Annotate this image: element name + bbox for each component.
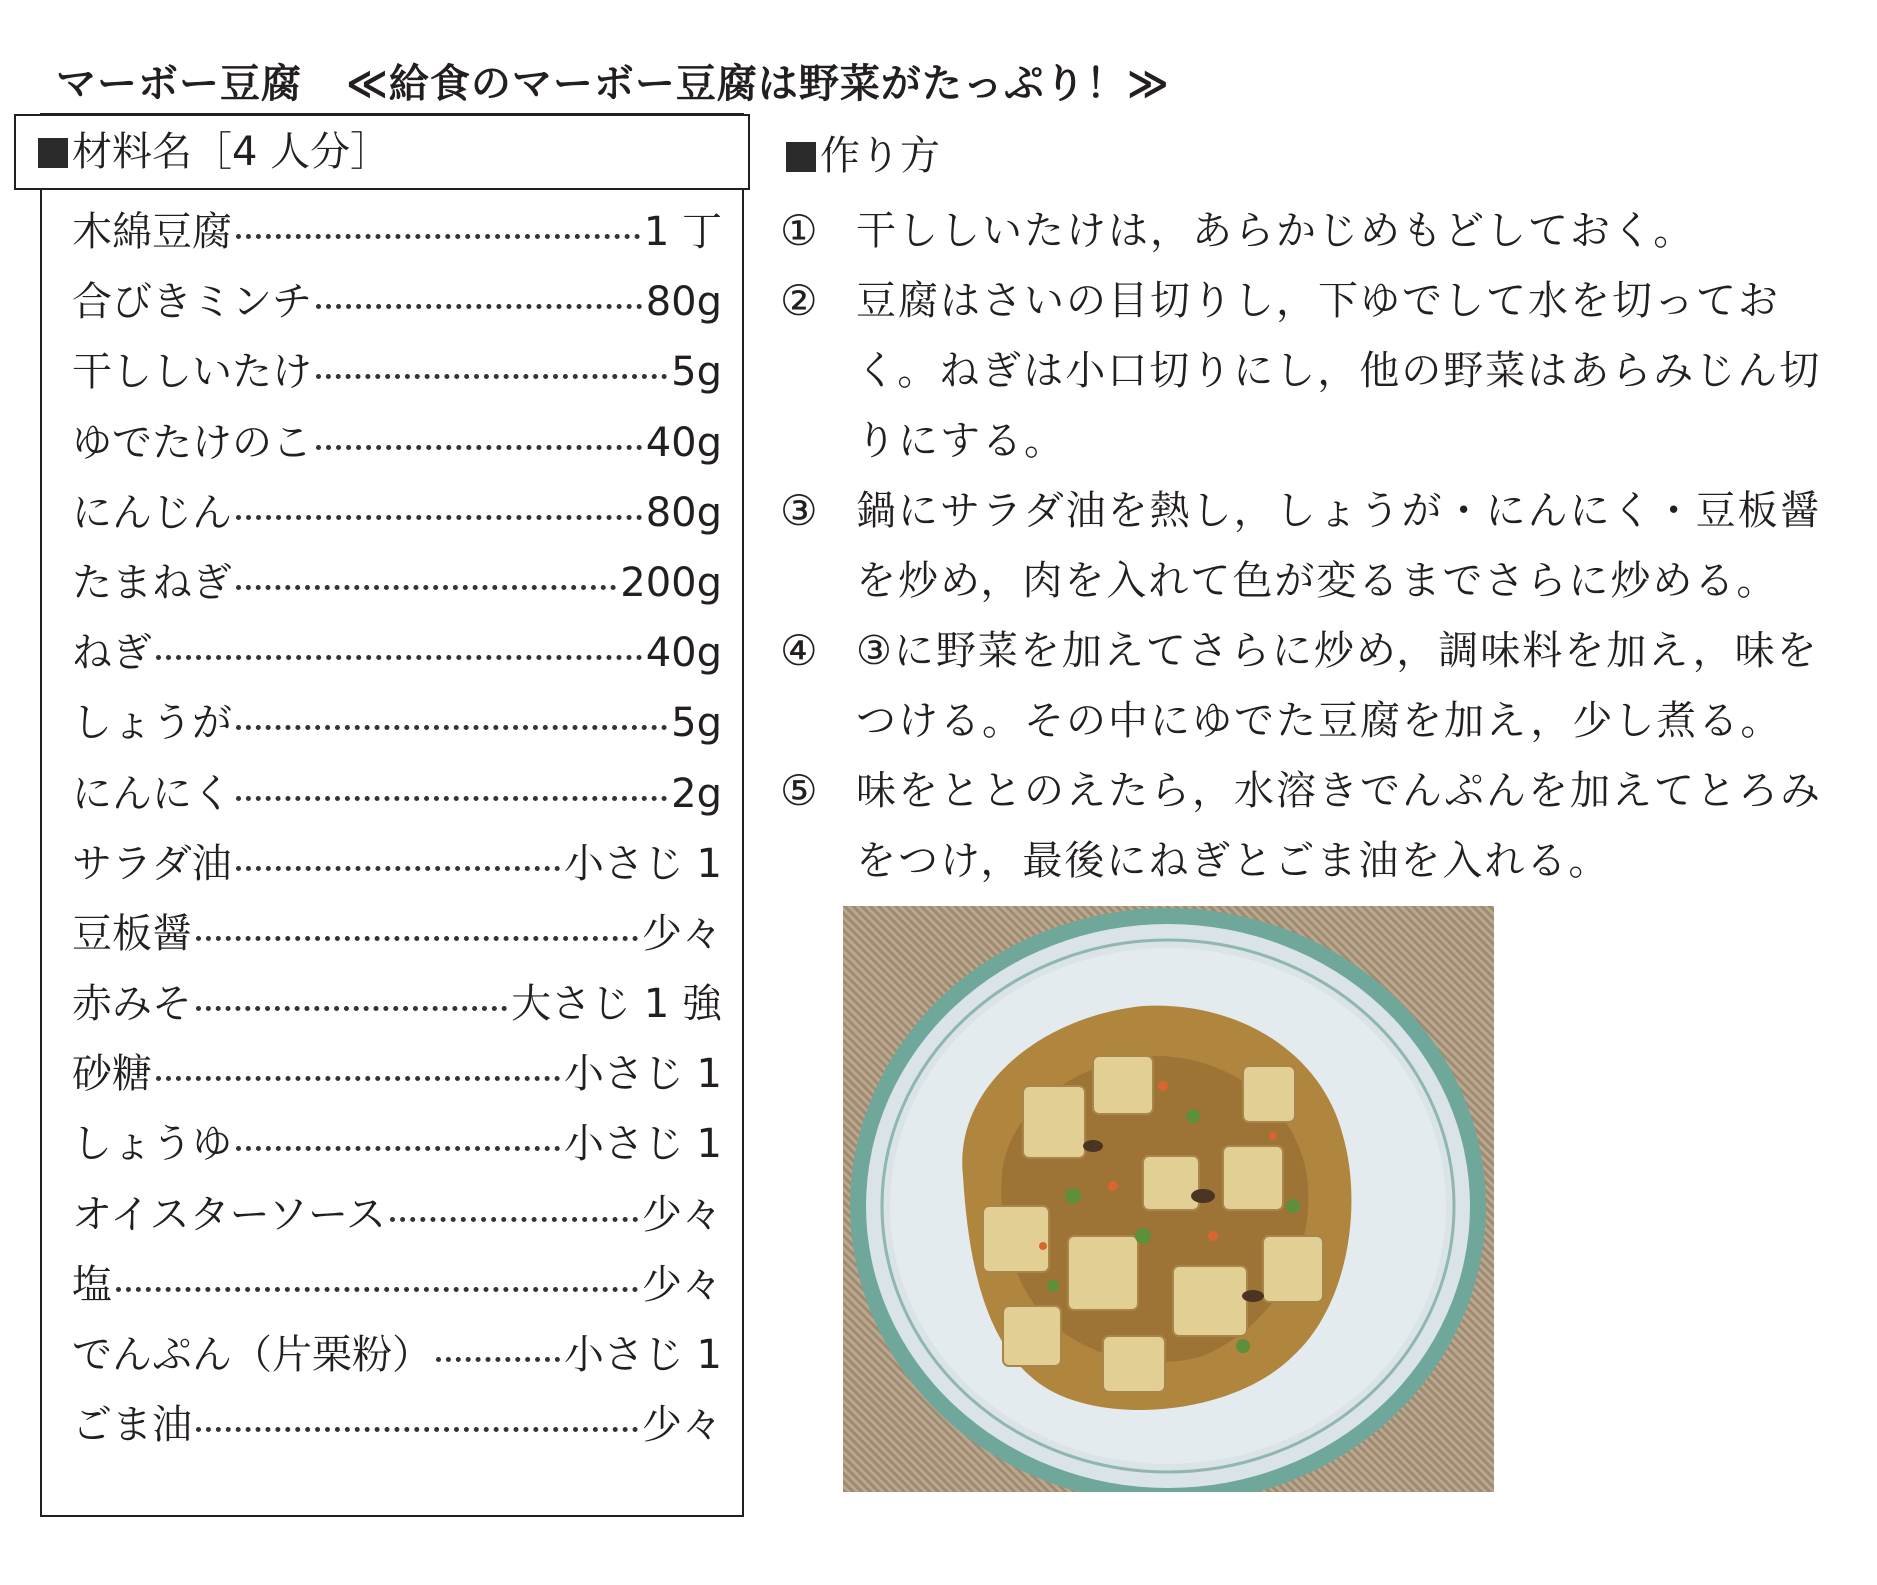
leader-dots: [236, 725, 667, 730]
method-step: [780, 616, 1840, 756]
ingredient-row: [72, 1393, 722, 1463]
ingredient-row: [72, 1042, 722, 1112]
leader-dots: [116, 1287, 638, 1292]
leader-dots: [236, 234, 640, 239]
ingredient-name: にんにく: [72, 770, 232, 817]
ingredient-amount: 少々: [642, 910, 722, 957]
ingredient-amount: 40g: [645, 419, 722, 466]
ingredient-amount: 少々: [642, 1261, 722, 1308]
ingredient-row: [72, 1112, 722, 1182]
ingredient-row: [72, 1253, 722, 1323]
method-step: [780, 476, 1840, 616]
ingredient-name: 塩: [72, 1261, 112, 1308]
ingredient-row: [72, 1183, 722, 1253]
method-step: [780, 756, 1840, 896]
leader-dots: [316, 304, 642, 309]
ingredient-amount: 5g: [671, 700, 722, 747]
ingredient-name: 干ししいたけ: [72, 349, 312, 396]
step-text: 味をととのえたら，水溶きでんぷんを加えてとろみをつけ，最後にねぎとごま油を入れる。: [856, 768, 1822, 884]
step-number: ④: [780, 626, 820, 675]
ingredient-row: [72, 551, 722, 621]
square-bullet-icon: [786, 142, 816, 172]
ingredient-amount: 40g: [645, 630, 722, 677]
ingredient-name: 木綿豆腐: [72, 209, 232, 255]
ingredient-row: [72, 411, 722, 481]
ingredient-name: オイスターソース: [72, 1191, 386, 1238]
ingredient-name: にんじん: [72, 489, 232, 536]
ingredient-name: でんぷん（片栗粉）: [72, 1332, 432, 1378]
leader-dots: [196, 936, 638, 941]
leader-dots: [316, 445, 642, 450]
ingredient-name: ねぎ: [72, 630, 152, 677]
ingredient-row: [72, 832, 722, 902]
ingredient-name: ゆでたけのこ: [72, 419, 312, 466]
ingredient-amount: 小さじ 1: [563, 1121, 722, 1168]
ingredient-amount: 200g: [620, 559, 722, 606]
ingredient-amount: 少々: [642, 1402, 722, 1449]
recipe-title: [56, 52, 1170, 109]
ingredient-amount: 2g: [671, 770, 722, 817]
ingredient-name: 砂糖: [72, 1051, 152, 1098]
leader-dots: [236, 866, 560, 871]
leader-dots: [236, 515, 642, 520]
ingredient-row: [72, 1323, 722, 1393]
leader-dots: [196, 1006, 507, 1011]
ingredient-row: [72, 340, 722, 410]
method-step: [780, 266, 1840, 476]
ingredient-amount: 小さじ 1: [563, 1332, 722, 1378]
step-number: ⑤: [780, 766, 820, 815]
square-bullet-icon: [38, 138, 68, 168]
ingredient-amount: 小さじ 1: [563, 1051, 722, 1098]
step-text: 豆腐はさいの目切りし，下ゆでして水を切っておく。ねぎは小口切りにし，他の野菜はあらみじん切りにする。: [856, 278, 1822, 464]
leader-dots: [156, 655, 642, 660]
step-number: ②: [780, 276, 820, 325]
ingredient-name: 合びきミンチ: [72, 279, 312, 326]
ingredient-row: [72, 902, 722, 972]
method-header-label: 作り方: [820, 133, 940, 179]
ingredient-name: しょうゆ: [72, 1121, 232, 1168]
ingredient-amount: 80g: [645, 489, 722, 536]
method-step: [780, 196, 1840, 266]
ingredient-row: [72, 972, 722, 1042]
plate-illustration: [843, 906, 1494, 1492]
ingredient-name: サラダ油: [72, 840, 232, 887]
ingredient-list: [72, 200, 722, 1463]
ingredient-amount: 少々: [642, 1191, 722, 1238]
ingredient-row: [72, 270, 722, 340]
ingredient-name: 赤みそ: [72, 981, 192, 1028]
mapo-tofu-photo: [843, 906, 1494, 1492]
ingredient-row: [72, 691, 722, 761]
ingredient-name: 豆板醤: [72, 910, 192, 957]
leader-dots: [236, 1146, 560, 1151]
leader-dots: [436, 1357, 560, 1362]
leader-dots: [316, 374, 667, 379]
ingredients-header-label: 材料名［4 人分］: [72, 129, 391, 175]
ingredient-row: [72, 200, 722, 270]
method-header: [786, 124, 940, 181]
step-number: ③: [780, 486, 820, 535]
leader-dots: [390, 1217, 638, 1222]
ingredients-header: [14, 114, 750, 190]
leader-dots: [196, 1427, 638, 1432]
leader-dots: [236, 796, 667, 801]
leader-dots: [236, 585, 616, 590]
ingredient-amount: 80g: [645, 279, 722, 326]
ingredient-name: たまねぎ: [72, 559, 232, 606]
ingredient-amount: 小さじ 1: [563, 840, 722, 887]
ingredient-row: [72, 762, 722, 832]
ingredient-amount: 1 丁: [643, 209, 722, 255]
ingredient-name: しょうが: [72, 700, 232, 747]
ingredient-row: [72, 481, 722, 551]
step-number: ①: [780, 206, 820, 255]
ingredient-amount: 大さじ 1 強: [511, 981, 722, 1028]
ingredient-amount: 5g: [671, 349, 722, 396]
leader-dots: [156, 1076, 560, 1081]
title-subtitle: ≪給食のマーボー豆腐は野菜がたっぷり！≫: [346, 61, 1170, 107]
ingredient-row: [72, 621, 722, 691]
ingredient-name: ごま油: [72, 1402, 192, 1449]
step-text: 干ししいたけは，あらかじめもどしておく。: [856, 208, 1696, 254]
title-main: マーボー豆腐: [56, 61, 302, 107]
step-text: ③に野菜を加えてさらに炒め，調味料を加え，味をつける。その中にゆでた豆腐を加え，少し煮る。: [856, 628, 1819, 744]
step-text: 鍋にサラダ油を熱し，しょうが・にんにく・豆板醤を炒め，肉を入れて色が変るまでさらに炒める。: [856, 488, 1822, 604]
method-steps: [780, 196, 1840, 896]
